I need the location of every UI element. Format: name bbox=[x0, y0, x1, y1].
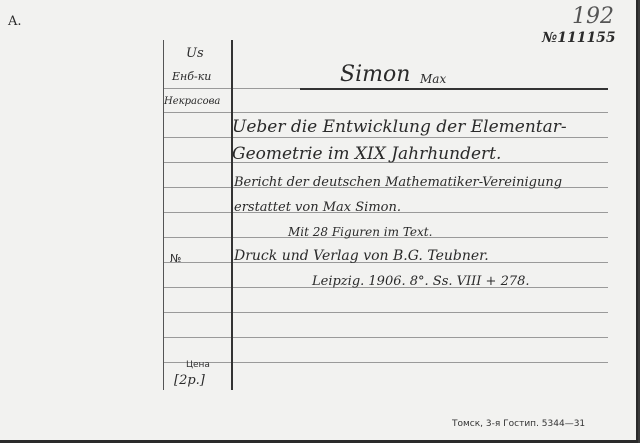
rule-line bbox=[163, 312, 608, 313]
left-code: Us bbox=[186, 46, 204, 61]
price-value: [2р.] bbox=[174, 373, 205, 388]
left-name: Некрасова bbox=[164, 96, 221, 107]
price-label: Цена bbox=[186, 360, 210, 370]
top-number: 192 bbox=[572, 4, 614, 29]
rule-line bbox=[163, 337, 608, 338]
author-firstname: Max bbox=[420, 72, 447, 86]
imprint-line: Leipzig. 1906. 8°. Ss. VIII + 278. bbox=[312, 274, 530, 289]
left-code-2: Енб-ки bbox=[172, 70, 212, 83]
printer-footer: Томск, 3-я Гостип. 5344—31 bbox=[452, 419, 586, 429]
catalog-number: №111155 bbox=[542, 30, 616, 46]
author-surname: Simon bbox=[340, 62, 411, 87]
subtitle-line-1: Bericht der deutschen Mathematiker-Vereinigung bbox=[234, 175, 563, 190]
corner-mark: A. bbox=[8, 14, 22, 29]
column-rule bbox=[231, 40, 233, 390]
author-underline bbox=[300, 88, 608, 90]
rule-line bbox=[163, 362, 608, 363]
publisher-line: Druck und Verlag von B.G. Teubner. bbox=[234, 248, 489, 264]
rule-line bbox=[163, 112, 608, 113]
title-line-2: Geometrie im XIX Jahrhundert. bbox=[232, 144, 502, 164]
rule-line bbox=[163, 137, 608, 138]
number-label: № bbox=[170, 252, 182, 265]
figures-line: Mit 28 Figuren im Text. bbox=[288, 225, 433, 239]
title-line-1: Ueber die Entwicklung der Elementar- bbox=[232, 117, 567, 137]
subtitle-line-2: erstattet von Max Simon. bbox=[234, 200, 401, 215]
column-rule bbox=[163, 40, 164, 390]
